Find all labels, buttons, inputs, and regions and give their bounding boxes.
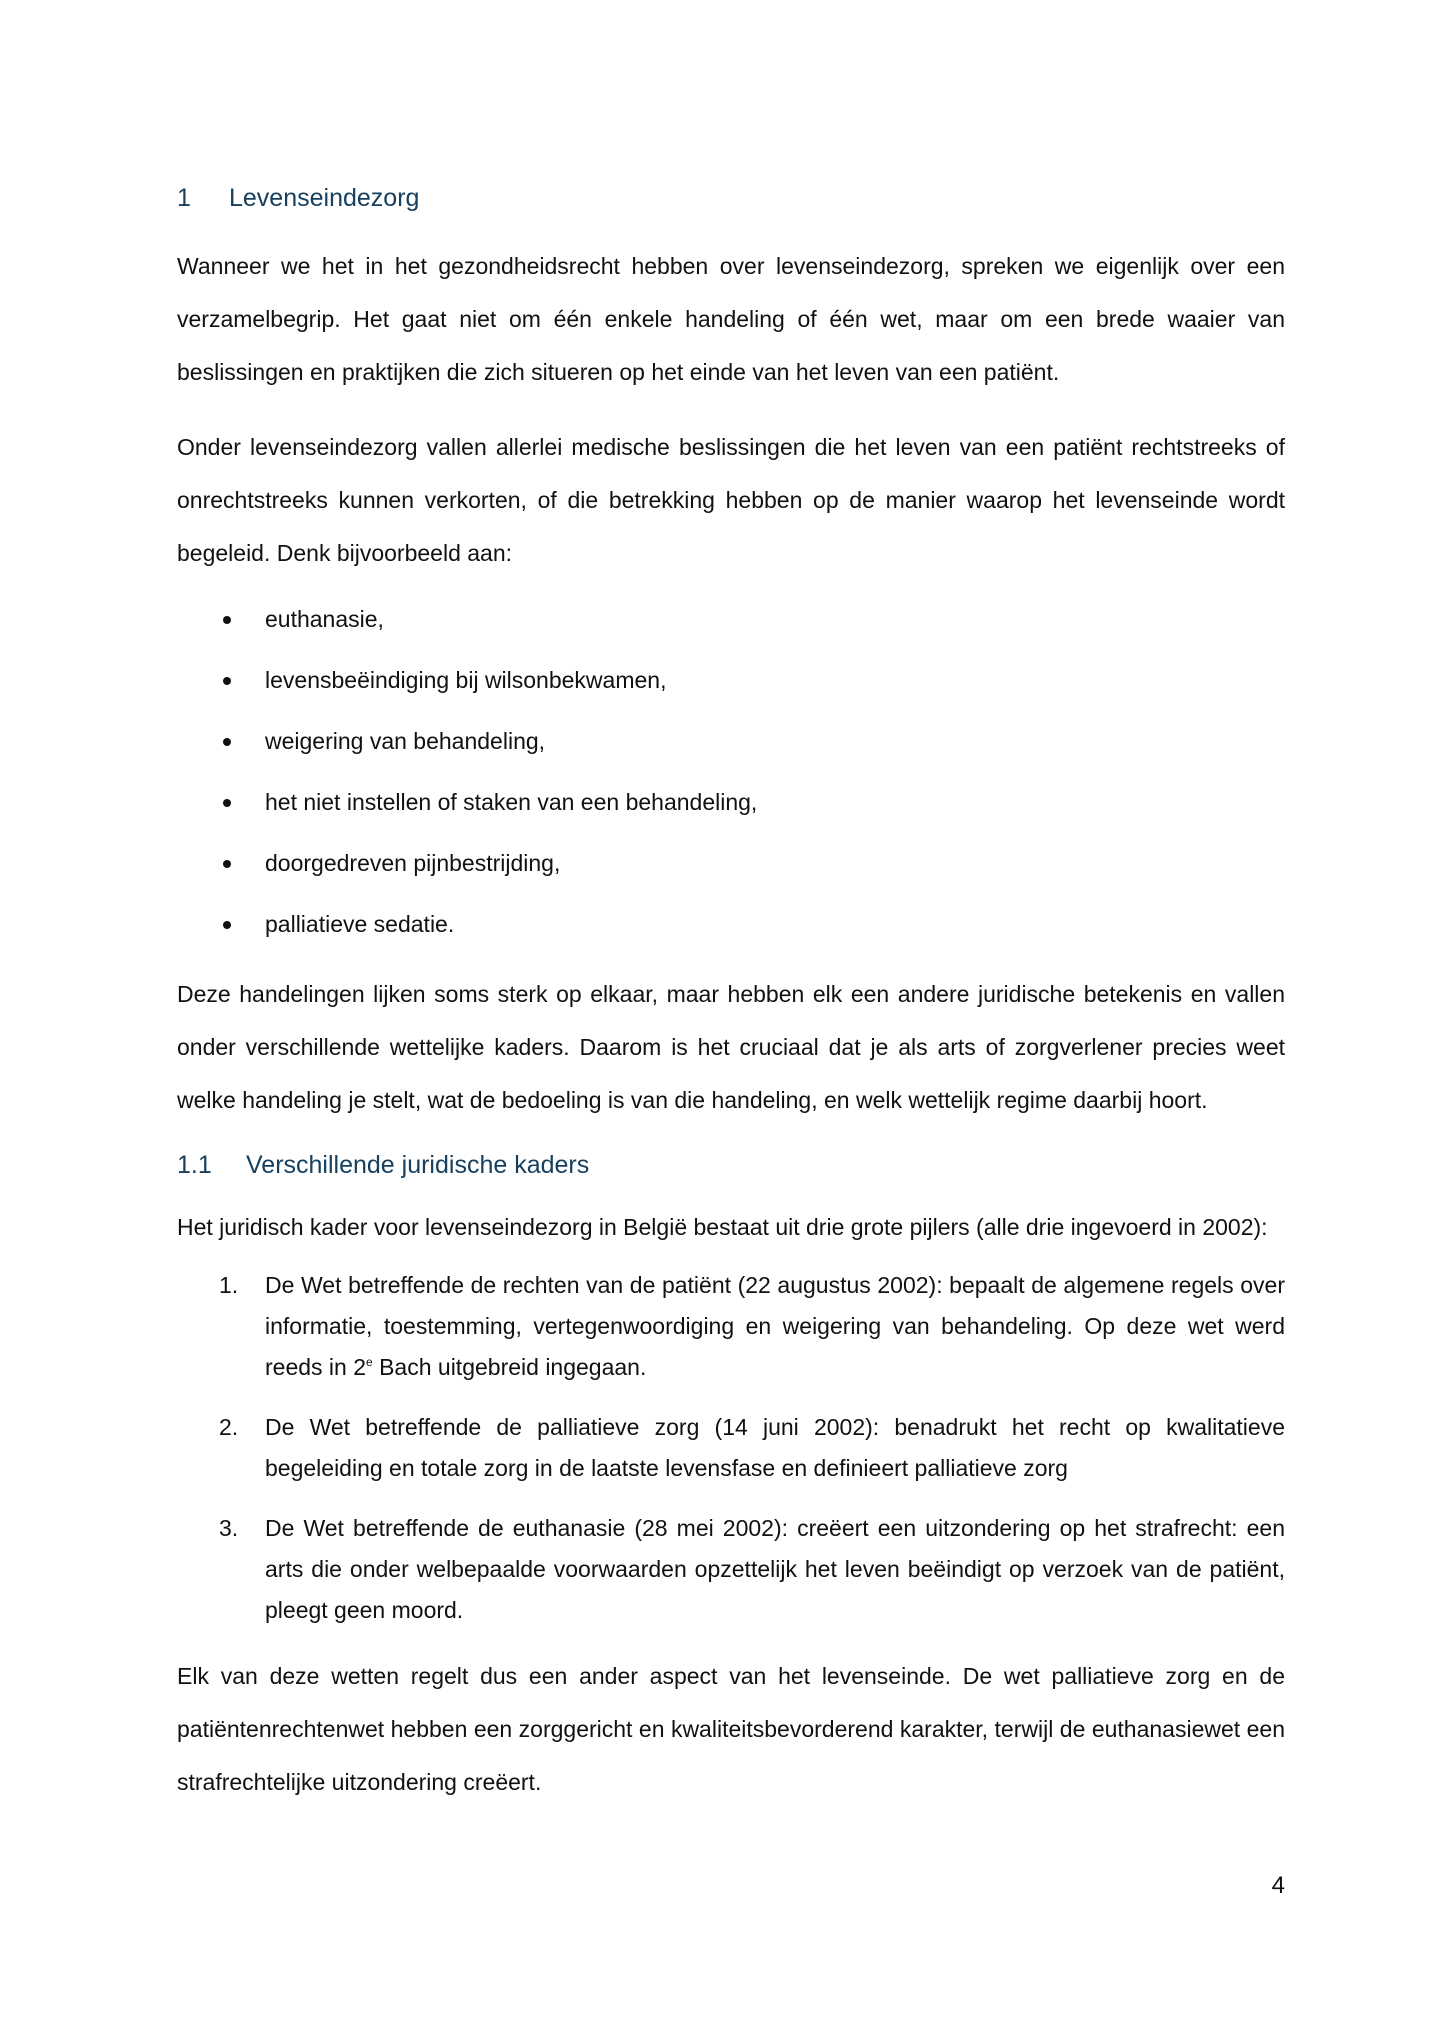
list-item: euthanasie, — [177, 600, 1285, 661]
paragraph-framework: Het juridisch kader voor levenseindezorg in België bestaat uit drie grote pijlers (alle drie ingevoerd in 2002): — [177, 1214, 1268, 1240]
paragraph-decisions: Onder levenseindezorg vallen allerlei medische beslissingen die het leven van een patiënt rechtstreeks of onrechtstreeks kunnen verkorten, of die betrekking hebben op de manier waarop het levenseinde wordt begeleid. Denk bijvoorbeeld aan: — [177, 434, 1285, 566]
section-heading-1 — [177, 178, 1285, 218]
section-number: 1.1 — [177, 1151, 212, 1179]
paragraph-legal-meaning: Deze handelingen lijken soms sterk op elkaar, maar hebben elk een andere juridische betekenis en vallen onder verschillende wettelijke kaders. Daarom is het cruciaal dat je als arts of zorgverlener precies weet welke handeling je stelt, wat de bedoeling is van die handeling, en welk wettelijk regime daarbij hoort. — [177, 981, 1285, 1113]
section-heading-1-1 — [177, 1145, 1285, 1185]
numbered-list — [177, 1265, 1285, 1631]
list-item: levensbeëindiging bij wilsonbekwamen, — [177, 661, 1285, 722]
list-item: het niet instellen of staken van een behandeling, — [177, 783, 1285, 844]
list-item: weigering van behandeling, — [177, 722, 1285, 783]
list-number: 1. — [219, 1272, 239, 1298]
list-number: 3. — [219, 1515, 239, 1541]
page-number: 4 — [1271, 1872, 1285, 1899]
list-item: 3. De Wet betreffende de euthanasie (28 mei 2002): creëert een uitzondering op het strafrecht: een arts die onder welbepaalde voorwaarden opzettelijk het leven beëindigt op verzoek van de patiënt, pleegt geen moord. — [177, 1508, 1285, 1631]
bullet-icon — [223, 738, 231, 746]
list-number: 2. — [219, 1414, 239, 1440]
paragraph-intro: Wanneer we het in het gezondheidsrecht hebben over levenseindezorg, spreken we eigenlijk over een verzamelbegrip. Het gaat niet om één enkele handeling of één wet, maar om een brede waaier van beslissingen en praktijken die zich situeren op het einde van het leven van een patiënt. — [177, 253, 1285, 385]
page-content — [177, 178, 1285, 1809]
paragraph-conclusion: Elk van deze wetten regelt dus een ander aspect van het levenseinde. De wet palliatieve zorg en de patiëntenrechtenwet hebben een zorggericht en kwaliteitsbevorderend karakter, terwijl de euthanasiewet een strafrechtelijke uitzondering creëert. — [177, 1663, 1285, 1795]
section-title: Levenseindezorg — [229, 184, 420, 212]
bullet-icon — [223, 799, 231, 807]
section-title: Verschillende juridische kaders — [246, 1151, 590, 1179]
bullet-icon — [223, 616, 231, 624]
bullet-icon — [223, 677, 231, 685]
bullet-icon — [223, 860, 231, 868]
list-item: palliatieve sedatie. — [177, 905, 1285, 966]
list-item: 2. De Wet betreffende de palliatieve zorg (14 juni 2002): benadrukt het recht op kwalitatieve begeleiding en totale zorg in de laatste levensfase en definieert palliatieve zorg — [177, 1407, 1285, 1489]
list-item: doorgedreven pijnbestrijding, — [177, 844, 1285, 905]
bullet-list — [177, 600, 1285, 966]
section-number: 1 — [177, 184, 191, 212]
superscript: e — [366, 1355, 373, 1369]
list-item: 1. De Wet betreffende de rechten van de patiënt (22 augustus 2002): bepaalt de algemene regels over informatie, toestemming, vertegenwoordiging en weigering van behandeling. Op deze wet werd reeds in 2e Bach uitgebreid ingegaan. — [177, 1265, 1285, 1388]
bullet-icon — [223, 921, 231, 929]
